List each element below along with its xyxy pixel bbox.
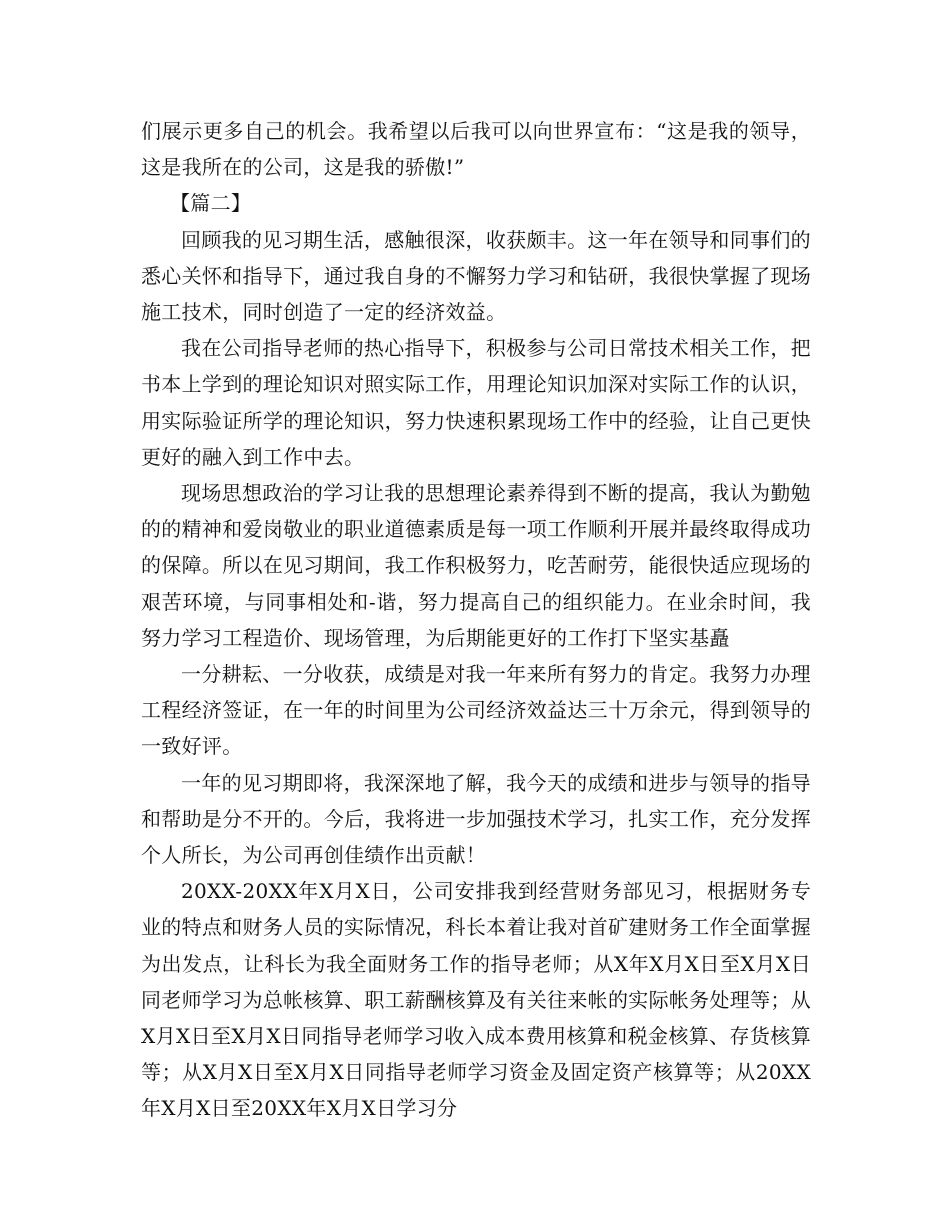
paragraph: 们展示更多自己的机会。我希望以后我可以向世界宣布：“这是我的领导，这是我所在的公司，这是我的骄傲!” xyxy=(141,119,811,180)
paragraph: 一年的见习期即将，我深深地了解，我今天的成绩和进步与领导的指导和帮助是分不开的。今后，我将进一步加强技术学习，扎实工作，充分发挥个人所长，为公司再创佳绩作出贡献！ xyxy=(141,770,811,868)
document-body xyxy=(141,113,811,1127)
paragraph: 现场思想政治的学习让我的思想理论素养得到不断的提高，我认为勤勉的的精神和爱岗敬业的职业道德素质是每一项工作顺利开展并最终取得成功的保障。所以在见习期间，我工作积极努力，吃苦耐劳，能很快适应现场的艰苦环境，与同事相处和-谐，努力提高自己的组织能力。在业余时间，我努力学习工程造价、现场管理，为后期能更好的工作打下坚实基矗 xyxy=(141,481,811,650)
paragraph: 20XX-20XX年X月X日，公司安排我到经营财务部见习，根据财务专业的特点和财务人员的实际情况，科长本着让我对首矿建财务工作全面掌握为出发点，让科长为我全面财务工作的指导老师；从X年X月X日至X月X日同老师学习为总帐核算、职工薪酬核算及有关往来帐的实际帐务处理等；从X月X日至X月X日同指导老师学习收入成本费用核算和税金核算、存货核算等；从X月X日至X月X日同指导老师学习资金及固定资产核算等；从20XX年X月X日至20XX年X月X日学习分 xyxy=(141,879,811,1121)
paragraph: 回顾我的见习期生活，感触很深，收获颇丰。这一年在领导和同事们的悉心关怀和指导下，通过我自身的不懈努力学习和钻研，我很快掌握了现场施工技术，同时创造了一定的经济效益。 xyxy=(141,227,811,325)
paragraph: 一分耕耘、一分收获，成绩是对我一年来所有努力的肯定。我努力办理工程经济签证，在一年的时间里为公司经济效益达三十万余元，得到领导的一致好评。 xyxy=(141,662,811,759)
paragraph: 我在公司指导老师的热心指导下，积极参与公司日常技术相关工作，把书本上学到的理论知识对照实际工作，用理论知识加深对实际工作的认识，用实际验证所学的理论知识，努力快速积累现场工作中的经验，让自己更快更好的融入到工作中去。 xyxy=(141,336,811,469)
section-heading: 【篇二】 xyxy=(170,191,252,216)
